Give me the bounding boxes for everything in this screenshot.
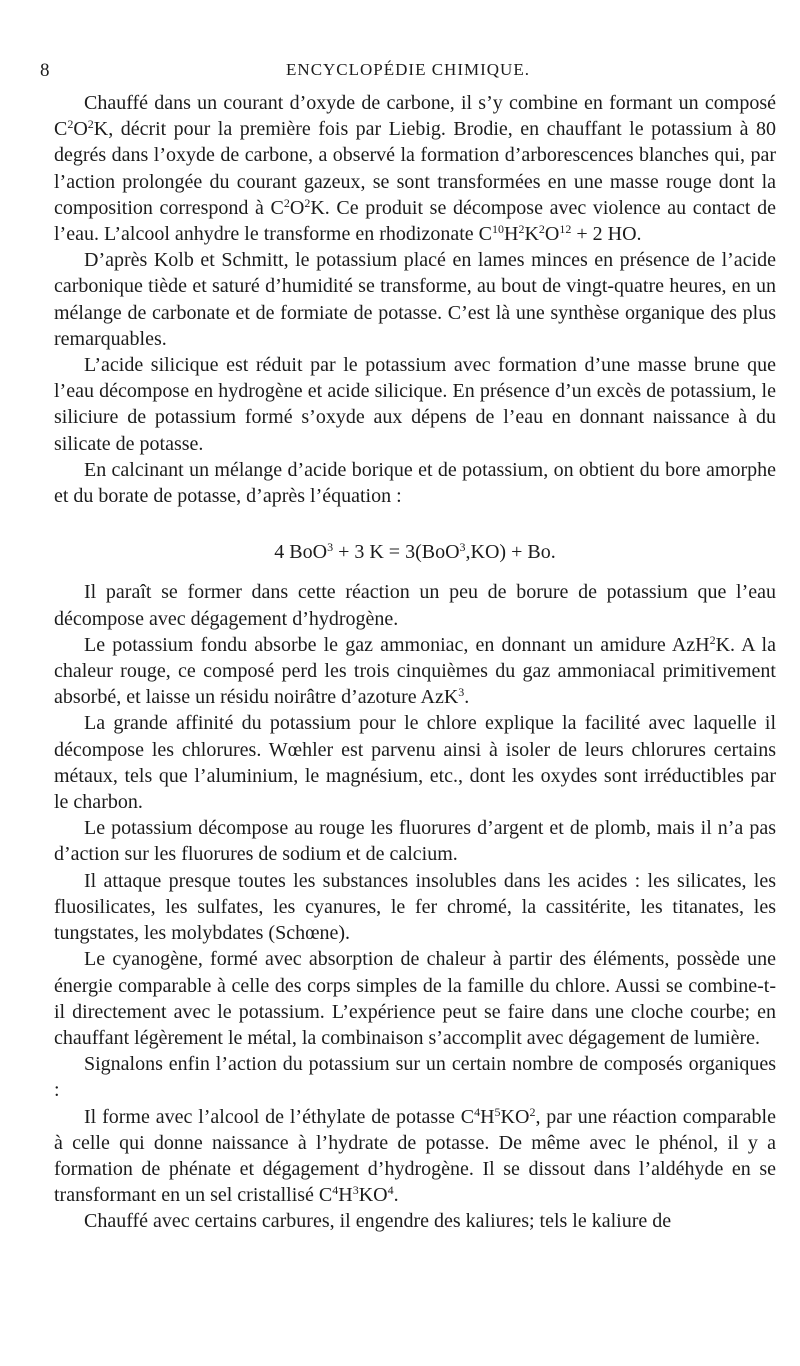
text-run: . — [464, 686, 470, 709]
superscript: 10 — [491, 222, 504, 237]
paragraph — [54, 710, 776, 815]
paragraph — [54, 1104, 776, 1209]
text-run: KO — [500, 1105, 530, 1128]
paragraph — [54, 868, 776, 947]
text-run: Signalons enfin l’action du potassium sur un certain nombre de composés organiques : — [54, 1053, 776, 1102]
text-run: KO — [358, 1184, 388, 1207]
superscript: 2 — [538, 222, 545, 237]
text-run: Le cyanogène, formé avec absorption de chaleur à partir des éléments, possède une énergie comparable à celle des corps simples de la famille du chlore. Aussi se combine-t-il directement avec le potassium. L’expérience peut se faire dans une cloche courbe; en chauffant légèrement le métal, la combinaison s’accomplit avec dégagement de lumière. — [54, 948, 776, 1049]
text-run: H — [480, 1105, 495, 1128]
text-run: Il forme avec l’alcool de l’éthylate de potasse C — [84, 1105, 475, 1128]
page-number: 8 — [40, 60, 50, 81]
superscript: 3 — [458, 685, 465, 700]
superscript: 2 — [529, 1104, 536, 1119]
superscript: 2 — [283, 195, 290, 210]
paragraph — [54, 579, 776, 631]
text-run: La grande affinité du potassium pour le chlore explique la facilité avec laquelle il décompose les chlorures. Wœhler est parvenu ainsi à isoler de leurs chlorures certains métaux, tels que l’aluminium, le magnésium, etc., dont les oxydes sont irréductibles par le charbon. — [54, 712, 776, 814]
text-run: , par une réaction comparable à celle qui donne naissance à l’hydrate de potasse. De même avec le phénol, il y a formation de phénate et dégagement d’hydrogène. Il se dissout dans l’aldéhyde en se transformant en un sel cristallisé C — [54, 1105, 776, 1207]
text-run: O — [289, 196, 305, 219]
paragraph — [54, 632, 776, 711]
paragraph — [54, 815, 776, 867]
text-run: + 3 K = 3(BoO — [333, 541, 460, 564]
text-run: Chauffé dans un courant d’oxyde de carbone, il s’y combine en formant un composé C — [54, 92, 776, 141]
superscript: 12 — [559, 222, 572, 237]
text-run: Le potassium fondu absorbe le gaz ammoniac, en donnant un amidure AzH — [84, 633, 710, 656]
text-run: H — [503, 223, 519, 246]
text-run: . — [393, 1184, 399, 1207]
superscript: 3 — [459, 540, 466, 555]
superscript: 4 — [387, 1183, 394, 1198]
text-run: En calcinant un mélange d’acide borique et de potassium, on obtient du bore amorphe et du borate de potasse, d’après l’équation : — [54, 458, 776, 508]
text-run: K, décrit pour la première fois par Liebig. Brodie, en chauffant le potassium à 80 degrés dans l’oxyde de carbone, a observé la formation d’arborescences blanches qui, par l’action prolongée du courant gazeux, se sont transformées en une masse rouge dont la composition correspond à C — [54, 118, 776, 219]
paragraph — [54, 457, 776, 509]
text-run: K. A la chaleur rouge, ce composé perd les trois cinquièmes du gaz ammoniacal primitivement absorbé, et laisse un résidu noirâtre d’azoture AzK — [54, 633, 776, 709]
text-run: 4 BoO — [274, 541, 328, 564]
superscript: 4 — [474, 1104, 481, 1119]
page-header — [40, 60, 776, 86]
superscript: 5 — [494, 1104, 501, 1119]
text-run: Chauffé avec certains carbures, il engendre des kaliures; tels le kaliure de — [84, 1210, 672, 1233]
text-run: Il paraît se former dans cette réaction un peu de borure de potassium que l’eau décompose avec dégagement d’hydrogène. — [54, 581, 776, 630]
text-run: O — [73, 118, 88, 141]
text-run: O — [544, 223, 560, 246]
text-run: K. Ce produit se décompose avec violence au contact de l’eau. L’alcool anhydre le transforme en rhodizonate C — [54, 196, 776, 246]
text-run: L’acide silicique est réduit par le potassium avec formation d’une masse brune que l’eau décompose en hydrogène et acide silicique. En présence d’un excès de potassium, le siliciure de potassium formé s’oxyde aux dépens de l’eau en donnant naissance à du silicate de potasse. — [54, 354, 776, 455]
paragraph — [54, 1051, 776, 1103]
text-run: D’après Kolb et Schmitt, le potassium placé en lames minces en présence de l’acide carbonique tiède et saturé d’humidité se transforme, au bout de vingt-quatre heures, en un mélange de carbonate et de formiate de potasse. C’est là une synthèse organique des plus remarquables. — [54, 249, 776, 350]
paragraph — [54, 946, 776, 1051]
running-title: ENCYCLOPÉDIE CHIMIQUE. — [286, 60, 530, 79]
text-run: + 2 HO. — [571, 223, 642, 246]
superscript: 2 — [87, 117, 94, 132]
superscript: 2 — [709, 632, 716, 647]
superscript: 2 — [67, 117, 74, 132]
superscript: 4 — [332, 1183, 339, 1198]
text-run: Le potassium décompose au rouge les fluorures d’argent et de plomb, mais il n’a pas d’action sur les fluorures de sodium et de calcium. — [54, 817, 776, 866]
paragraph — [54, 90, 776, 247]
paragraph — [54, 352, 776, 457]
superscript: 2 — [518, 222, 525, 237]
superscript: 2 — [304, 195, 311, 210]
text-run: K — [524, 223, 539, 246]
body-text — [54, 90, 776, 1235]
superscript: 3 — [327, 540, 334, 555]
superscript: 3 — [352, 1183, 359, 1198]
paragraph — [54, 247, 776, 352]
paragraph — [54, 1208, 776, 1234]
text-run: H — [338, 1184, 353, 1207]
text-run: Il attaque presque toutes les substances insolubles dans les acides : les silicates, les fluosilicates, les sulfates, les cyanures, le fer chromé, la cassitérite, les titanates, les tungstates, les molybdates (Schœne). — [54, 869, 776, 945]
equation — [54, 539, 776, 565]
text-run: ,KO) + Bo. — [465, 541, 556, 564]
